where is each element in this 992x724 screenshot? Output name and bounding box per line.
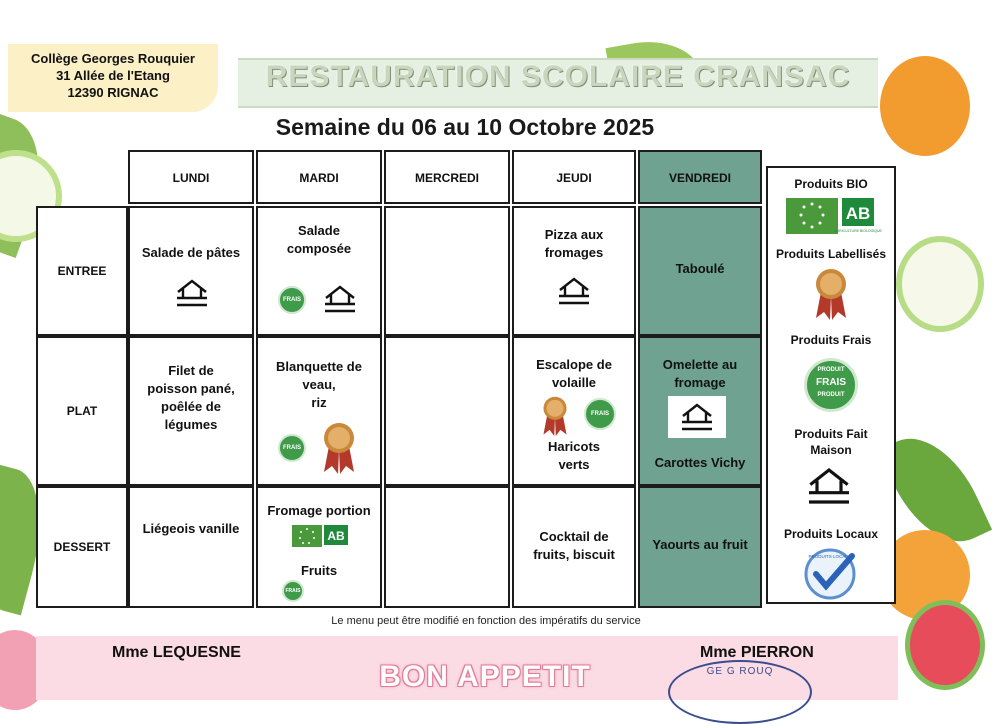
- menu-cell-dessert-jeudi: [512, 486, 636, 608]
- dish-text: Taboulé: [675, 261, 725, 276]
- dish-text: Escalope de volaille: [536, 357, 612, 390]
- day-header-mercredi: MERCREDI: [384, 150, 510, 204]
- fait-maison-icon: [556, 276, 592, 306]
- agriculture-biologique-icon: [292, 524, 352, 550]
- legend-frais-label: Produits Frais: [790, 333, 872, 347]
- menu-cell-dessert-vendredi: [638, 486, 762, 608]
- produits-locaux-icon: [802, 546, 864, 600]
- produit-frais-main-text: FRAIS: [816, 377, 846, 388]
- signature-left: Mme LEQUESNE: [112, 644, 241, 661]
- dish-side-text: Carottes Vichy: [654, 455, 746, 470]
- signature-right: Mme PIERRON: [700, 644, 814, 661]
- label-rouge-medal-icon: [320, 422, 358, 474]
- day-header-vendredi: VENDREDI: [638, 150, 762, 204]
- dish-text: Salade de pâtes: [141, 245, 241, 260]
- stamp-text: GE G ROUQ: [706, 666, 774, 677]
- dish-text: Fromage portion: [267, 503, 371, 518]
- row-label-entree: [36, 206, 128, 336]
- watermelon-decoration: [905, 600, 985, 690]
- menu-cell-dessert-lundi: [128, 486, 254, 608]
- row-label-plat: [36, 336, 128, 486]
- menu-cell-plat-mardi: [256, 336, 382, 486]
- legend-labellises-label: Produits Labellisés: [775, 247, 887, 261]
- produit-frais-icon: FRAIS: [278, 434, 306, 462]
- school-address-line1: 31 Allée de l'Etang: [56, 68, 170, 83]
- dish-side-text: Haricots verts: [547, 439, 601, 472]
- college-stamp: [668, 660, 812, 724]
- menu-cell-plat-jeudi: [512, 336, 636, 486]
- fait-maison-icon: [679, 402, 715, 432]
- page-title: RESTAURATION SCOLAIRE CRANSAC: [265, 60, 851, 93]
- fait-maison-icon: [804, 466, 854, 506]
- produit-frais-icon: FRAIS: [282, 580, 304, 602]
- dish-text: Liégeois vanille: [142, 521, 240, 536]
- dish-text: Omelette au fromage: [662, 357, 738, 390]
- produits-locaux-text: PRODUITS LOCAUX: [808, 554, 852, 559]
- produit-frais-icon: FRAIS: [584, 398, 616, 430]
- school-name: Collège Georges Rouquier: [31, 51, 195, 66]
- legend-bio-label: Produits BIO: [794, 177, 868, 191]
- menu-disclaimer: Le menu peut être modifié en fonction des impératifs du service: [331, 615, 641, 627]
- produit-frais-large-icon: [804, 358, 858, 412]
- day-header-jeudi: JEUDI: [512, 150, 636, 204]
- row-label-entree-text: ENTREE: [57, 264, 107, 278]
- menu-cell-entree-mardi: [256, 206, 382, 336]
- menu-cell-dessert-mardi: [256, 486, 382, 608]
- fait-maison-icon: [322, 284, 358, 314]
- produit-frais-top-text: PRODUIT: [817, 367, 845, 373]
- day-header-mardi: MARDI: [256, 150, 382, 204]
- fait-maison-box: [668, 396, 726, 438]
- menu-cell-plat-lundi: [128, 336, 254, 486]
- citrus-slice-decoration: [896, 236, 984, 332]
- school-address-box: [8, 44, 218, 112]
- label-rouge-medal-icon: [540, 396, 570, 436]
- menu-cell-plat-mercredi: [384, 336, 510, 486]
- row-label-dessert: [36, 486, 128, 608]
- legend-panel: [766, 166, 896, 604]
- produit-frais-bottom-text: PRODUIT: [817, 392, 845, 398]
- dish-text: Filet de poisson pané, poêlée de légumes: [147, 363, 235, 432]
- dish-text: Yaourts au fruit: [652, 537, 748, 552]
- menu-cell-entree-jeudi: [512, 206, 636, 336]
- dish-text: Salade composée: [286, 223, 352, 256]
- orange-decoration: [880, 56, 970, 156]
- dish-text: Cocktail de fruits, biscuit: [533, 529, 615, 562]
- fait-maison-icon: [174, 278, 210, 308]
- menu-cell-dessert-mercredi: [384, 486, 510, 608]
- menu-cell-entree-mercredi: [384, 206, 510, 336]
- legend-fait-maison-label: Produits Fait Maison: [794, 427, 868, 457]
- legend-locaux-label: Produits Locaux: [783, 527, 878, 541]
- ab-text: AB: [327, 529, 345, 543]
- day-header-lundi: LUNDI: [128, 150, 254, 204]
- row-label-plat-text: PLAT: [66, 404, 98, 418]
- row-label-dessert-text: DESSERT: [53, 540, 111, 554]
- menu-cell-plat-vendredi: [638, 336, 762, 486]
- week-heading: Semaine du 06 au 10 Octobre 2025: [275, 114, 655, 140]
- bon-appetit-banner: BON APPETIT: [379, 660, 591, 693]
- menu-cell-entree-lundi: [128, 206, 254, 336]
- dish-text-line1: Blanquette de veau,: [276, 359, 362, 392]
- ab-subtext: AGRICULTURE BIOLOGIQUE: [834, 229, 882, 233]
- agriculture-biologique-icon: [786, 198, 882, 234]
- dish-text: Pizza aux fromages: [544, 227, 604, 260]
- label-rouge-medal-icon: [812, 268, 850, 320]
- produit-frais-icon: FRAIS: [278, 286, 306, 314]
- ab-text: AB: [845, 204, 871, 223]
- dish-text-line2: riz: [311, 395, 327, 410]
- menu-cell-entree-vendredi: [638, 206, 762, 336]
- school-address-line2: 12390 RIGNAC: [67, 85, 159, 100]
- dish-side-text: Fruits: [300, 563, 338, 578]
